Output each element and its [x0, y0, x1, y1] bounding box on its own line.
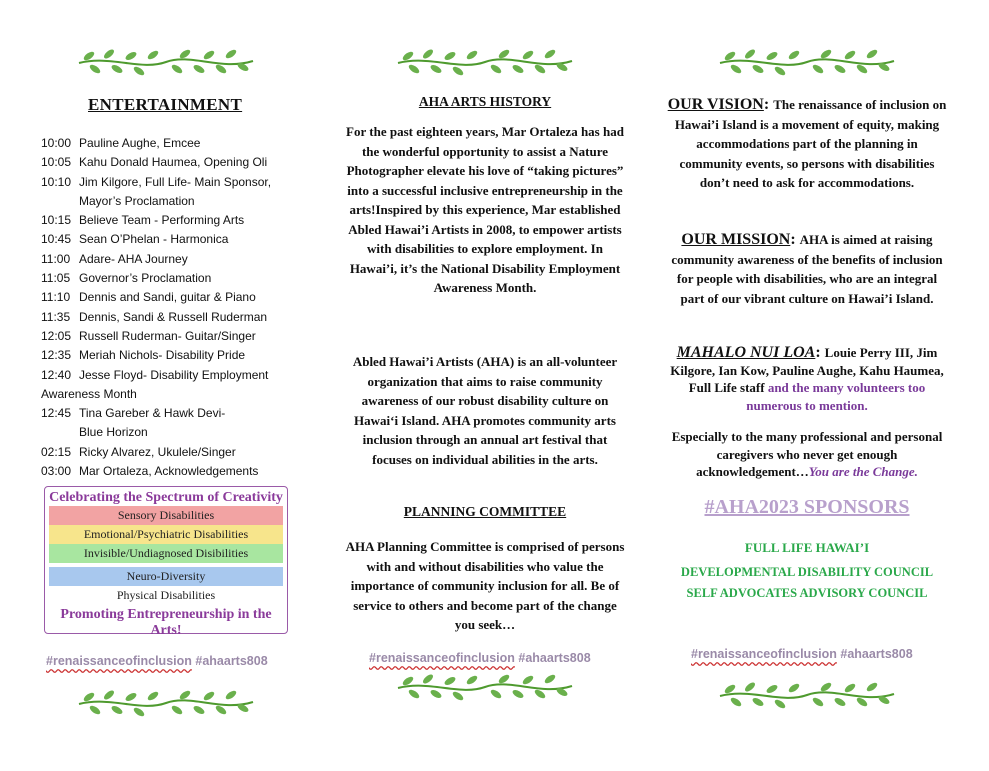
hashtag-ahaarts: #ahaarts808: [518, 651, 591, 665]
schedule-item: 10:10 Jim Kilgore, Full Life- Main Sponsor,: [41, 174, 272, 189]
sponsor-item: SELF ADVOCATES ADVISORY COUNCIL: [686, 586, 928, 600]
schedule-item: 02:15 Ricky Alvarez, Ukulele/Singer: [41, 444, 236, 459]
hashtag-renaissance: #renaissanceofinclusion: [369, 651, 515, 665]
history-panel: [345, 0, 625, 771]
spectrum-footer: Promoting Entrepreneurship in the Arts!: [60, 607, 272, 638]
schedule-item: 11:10 Dennis and Sandi, guitar & Piano: [41, 290, 256, 305]
history-text: For the past eighteen years, Mar Ortaleza has had the wonderful opportunity to assist a Nature Photographer elevate his love of “taking pictures” into a successful inclusive entrepreneurship in the arts!Inspired by this experience, Mar established Abled Hawai’i Artists in 2008, to empower artists with disabilities to explore employment. In Hawai’i, it’s the National Disability Employment Awareness Month.: [346, 124, 624, 295]
schedule-item: 10:15 Believe Team - Performing Arts: [41, 213, 245, 228]
sponsor-item: DEVELOPMENTAL DISABILITY COUNCIL: [680, 565, 934, 579]
mahalo-names: Louie Perry III, Jim Kilgore, Ian Kow, Pauline Aughe, Kahu Haumea, Full Life staff: [670, 345, 944, 395]
hashtag-ahaarts: #ahaarts808: [195, 654, 268, 668]
spectrum-band-invisible: Invisible/Undiagnosed Disibilities: [49, 544, 283, 563]
planning-title: PLANNING COMMITTEE: [403, 504, 567, 519]
spectrum-band-physical: Physical Disabilities: [116, 588, 216, 602]
vine-decoration-icon: [390, 672, 580, 702]
spectrum-band-emotional: Emotional/Psychiatric Disabilities: [49, 525, 283, 544]
schedule-item: 12:40 Jesse Floyd- Disability Employment: [41, 367, 269, 382]
schedule-item: 12:05 Russell Ruderman- Guitar/Singer: [41, 328, 256, 343]
hashtag-renaissance: #renaissanceofinclusion: [46, 654, 192, 668]
spectrum-band-neuro: Neuro-Diversity: [49, 567, 283, 586]
schedule-item: 10:00 Pauline Aughe, Emcee: [41, 136, 201, 150]
vision-panel: [667, 0, 947, 771]
entertainment-panel: [38, 0, 296, 771]
mahalo-volunteers: and the many volunteers too numerous to mention.: [746, 380, 926, 413]
vision-label: OUR VISION: [667, 96, 764, 113]
hashtag-renaissance: #renaissanceofinclusion: [691, 647, 837, 661]
schedule-item: 12:35 Meriah Nichols- Disability Pride: [41, 348, 246, 363]
vine-decoration-icon: [71, 688, 261, 718]
schedule-item: 12:45 Tina Gareber & Hawk Devi-: [41, 406, 226, 421]
hashtags-col1: [46, 654, 268, 668]
schedule-item: 10:05 Kahu Donald Haumea, Opening Oli: [41, 155, 268, 170]
spectrum-graphic: [44, 486, 288, 638]
schedule-item-continued: Awareness Month: [41, 386, 137, 401]
planning-text: AHA Planning Committee is comprised of persons with and without disabilities who value the importance of community inclusion for all. Be of service to others and become part of the change you seek…: [345, 539, 625, 632]
history-title: AHA ARTS HISTORY: [418, 94, 552, 109]
spectrum-band-sensory: Sensory Disabilities: [49, 506, 283, 525]
mahalo-label: MAHALO NUI LOA: [676, 344, 816, 361]
vine-decoration-icon: [712, 680, 902, 710]
mission-block: OUR MISSION: AHA is aimed at raising community awareness of the benefits of inclusion for people with disabilities, who are an integral part of our vibrant culture on Hawai’i Island.: [671, 231, 943, 306]
mission-text: AHA is aimed at raising community awareness of the benefits of inclusion for people with disabilities, who are an integral part of our vibrant culture on Hawai’i Island.: [671, 232, 943, 306]
spectrum-heading: Celebrating the Spectrum of Creativity: [49, 490, 283, 505]
hashtags-col2: [369, 651, 591, 665]
you-are-the-change: You are the Change.: [808, 464, 918, 479]
vine-decoration-icon: [71, 47, 261, 77]
caregivers-text: Especially to the many professional and personal caregivers who never get enough acknowledgement…: [671, 429, 943, 479]
hashtags-col3: [691, 647, 913, 661]
schedule-item: 03:00 Mar Ortaleza, Acknowledgements: [41, 464, 259, 479]
vision-text: The renaissance of inclusion on Hawai’i Island is a movement of equity, making accommodations part of the planning in community events, so persons with disabilities don’t need to ask for accommodations.: [674, 97, 947, 190]
hashtag-ahaarts: #ahaarts808: [840, 647, 913, 661]
caregivers-block: [667, 428, 947, 481]
about-text: Abled Hawai’i Artists (AHA) is an all-volunteer organization that aims to raise community awareness of our robust disability culture on Hawai‘i Island. AHA promotes community arts inclusion through an annual art festival that focuses on individual abilities in the arts.: [352, 354, 618, 467]
vision-block: OUR VISION: The renaissance of inclusion on Hawai’i Island is a movement of equity, making accommodations part of the planning in community events, so persons with disabilities don’t need to ask for accommodations.: [667, 96, 947, 190]
vine-decoration-icon: [390, 47, 580, 77]
schedule-item-continued: Blue Horizon: [79, 425, 148, 440]
vine-decoration-icon: [712, 47, 902, 77]
entertainment-title: ENTERTAINMENT: [88, 95, 243, 114]
sponsor-item: FULL LIFE HAWAI’I: [744, 540, 870, 555]
schedule-item: 10:45 Sean O’Phelan - Harmonica: [41, 232, 229, 247]
schedule-item: 11:00 Adare- AHA Journey: [41, 251, 188, 266]
schedule-list: [41, 134, 291, 481]
mahalo-block: MAHALO NUI LOA: Louie Perry III, Jim Kilgore, Ian Kow, Pauline Aughe, Kahu Haumea, Full Life staff and the many volunteers too numerous to mention.: [670, 344, 944, 413]
sponsors-title: #AHA2023 SPONSORS: [704, 496, 910, 518]
schedule-item: 11:35 Dennis, Sandi & Russell Ruderman: [41, 309, 268, 324]
mission-label: OUR MISSION: [681, 231, 791, 248]
schedule-item: 11:05 Governor’s Proclamation: [41, 271, 212, 286]
schedule-item-continued: Mayor’s Proclamation: [79, 193, 195, 208]
